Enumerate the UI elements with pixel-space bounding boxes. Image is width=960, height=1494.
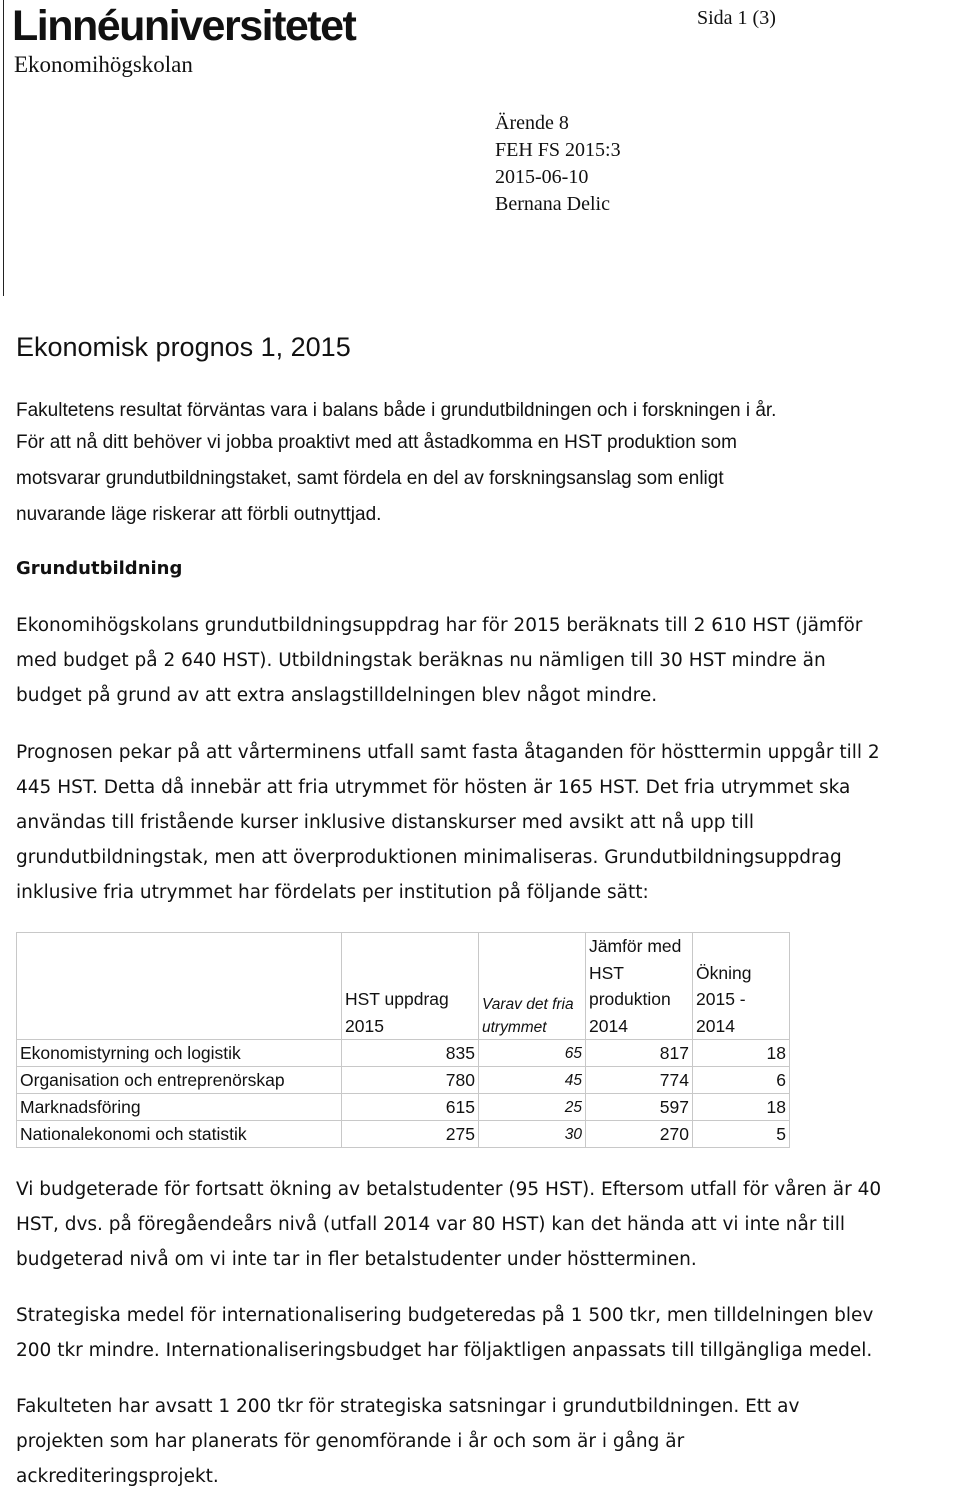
meta-author: Bernana Delic bbox=[495, 193, 610, 215]
university-logo: Linnéuniversitetet bbox=[12, 2, 356, 50]
header-increase: Ökning 2015 - 2014 bbox=[693, 933, 790, 1040]
text-line: budgeterad nivå om vi inte tar in fler betalstudenter under höstterminen. bbox=[16, 1249, 697, 1270]
text-line: användas till fristående kurser inklusive distanskurser med avsikt att nå upp till bbox=[16, 812, 755, 833]
text-line: projekten som har planerats för genomförande i år och som är i gång är bbox=[16, 1431, 685, 1452]
hst-cell: 835 bbox=[342, 1040, 479, 1067]
section-heading: Grundutbildning bbox=[16, 558, 183, 579]
paragraph-forecast bbox=[16, 735, 960, 910]
table-row bbox=[17, 1040, 790, 1067]
hst-cell: 615 bbox=[342, 1094, 479, 1121]
table-row bbox=[17, 1067, 790, 1094]
hst-cell: 780 bbox=[342, 1067, 479, 1094]
header-compare-2014: Jämför med HST produktion 2014 bbox=[586, 933, 693, 1040]
free-space-cell: 45 bbox=[479, 1067, 586, 1094]
meta-date: 2015-06-10 bbox=[495, 166, 589, 188]
free-space-cell: 25 bbox=[479, 1094, 586, 1121]
hst-allocation-table bbox=[16, 932, 790, 1148]
institution-cell: Marknadsföring bbox=[17, 1094, 342, 1121]
text-line: grundutbildningstak, men att överproduktionen minimaliseras. Grundutbildningsuppdrag bbox=[16, 847, 842, 868]
text-line: motsvarar grundutbildningstaket, samt fördela en del av forskningsanslag som enligt bbox=[16, 468, 724, 489]
production-cell: 597 bbox=[586, 1094, 693, 1121]
table-row bbox=[17, 1121, 790, 1148]
intro-paragraph bbox=[16, 393, 956, 533]
document-meta bbox=[495, 110, 621, 218]
increase-cell: 5 bbox=[693, 1121, 790, 1148]
free-space-cell: 65 bbox=[479, 1040, 586, 1067]
text-line: Fakulteten har avsatt 1 200 tkr för strategiska satsningar i grundutbildningen. Ett av bbox=[16, 1396, 800, 1417]
text-line: Ekonomihögskolans grundutbildningsuppdrag har för 2015 beräknats till 2 610 HST (jämför bbox=[16, 615, 863, 636]
meta-case: Ärende 8 bbox=[495, 112, 569, 134]
institution-cell: Organisation och entreprenörskap bbox=[17, 1067, 342, 1094]
text-line: Fakultetens resultat förväntas vara i balans både i grundutbildningen och i forskningen i år. bbox=[16, 400, 777, 421]
increase-cell: 18 bbox=[693, 1094, 790, 1121]
header-free-space: Varav det fria utrymmet bbox=[479, 933, 586, 1040]
text-line: budget på grund av att extra anslagstilldelningen blev något mindre. bbox=[16, 685, 658, 706]
text-line: Vi budgeterade för fortsatt ökning av betalstudenter (95 HST). Eftersom utfall för våren är 40 bbox=[16, 1179, 882, 1200]
free-space-cell: 30 bbox=[479, 1121, 586, 1148]
text-line: inklusive fria utrymmet har fördelats per institution på följande sätt: bbox=[16, 882, 649, 903]
paragraph-internationalisation bbox=[16, 1298, 960, 1368]
text-line: ackrediteringsprojekt. bbox=[16, 1466, 219, 1487]
institution-cell: Nationalekonomi och statistik bbox=[17, 1121, 342, 1148]
text-line: 200 tkr mindre. Internationaliseringsbudget har följaktligen anpassats till tillgängliga medel. bbox=[16, 1340, 873, 1361]
increase-cell: 18 bbox=[693, 1040, 790, 1067]
production-cell: 774 bbox=[586, 1067, 693, 1094]
production-cell: 817 bbox=[586, 1040, 693, 1067]
text-line: med budget på 2 640 HST). Utbildningstak beräknas nu nämligen till 30 HST mindre än bbox=[16, 650, 826, 671]
page-title: Ekonomisk prognos 1, 2015 bbox=[16, 332, 351, 362]
paragraph-paying-students bbox=[16, 1172, 960, 1277]
text-line: Prognosen pekar på att vårterminens utfall samt fasta åtaganden för hösttermin uppgår till 2 bbox=[16, 742, 880, 763]
production-cell: 270 bbox=[586, 1121, 693, 1148]
meta-ref: FEH FS 2015:3 bbox=[495, 139, 621, 161]
header-institution bbox=[17, 933, 342, 1040]
hst-cell: 275 bbox=[342, 1121, 479, 1148]
increase-cell: 6 bbox=[693, 1067, 790, 1094]
text-line: 445 HST. Detta då innebär att fria utrymmet för hösten är 165 HST. Det fria utrymmet ska bbox=[16, 777, 851, 798]
page-number: Sida 1 (3) bbox=[697, 7, 776, 29]
header-hst-2015: HST uppdrag 2015 bbox=[342, 933, 479, 1040]
text-line: HST, dvs. på föregåendeårs nivå (utfall 2014 var 80 HST) kan det hända att vi inte når till bbox=[16, 1214, 846, 1235]
margin-rule bbox=[3, 0, 4, 296]
paragraph-strategic-investments bbox=[16, 1389, 960, 1494]
school-name: Ekonomihögskolan bbox=[14, 52, 193, 77]
text-line: nuvarande läge riskerar att förbli outnyttjad. bbox=[16, 504, 382, 525]
institution-cell: Ekonomistyrning och logistik bbox=[17, 1040, 342, 1067]
table-row bbox=[17, 1094, 790, 1121]
text-line: Strategiska medel för internationalisering budgeteredas på 1 500 tkr, men tilldelningen blev bbox=[16, 1305, 874, 1326]
paragraph-budget bbox=[16, 608, 960, 713]
text-line: För att nå ditt behöver vi jobba proaktivt med att åstadkomma en HST produktion som bbox=[16, 432, 737, 453]
table-header-row bbox=[17, 933, 790, 1040]
